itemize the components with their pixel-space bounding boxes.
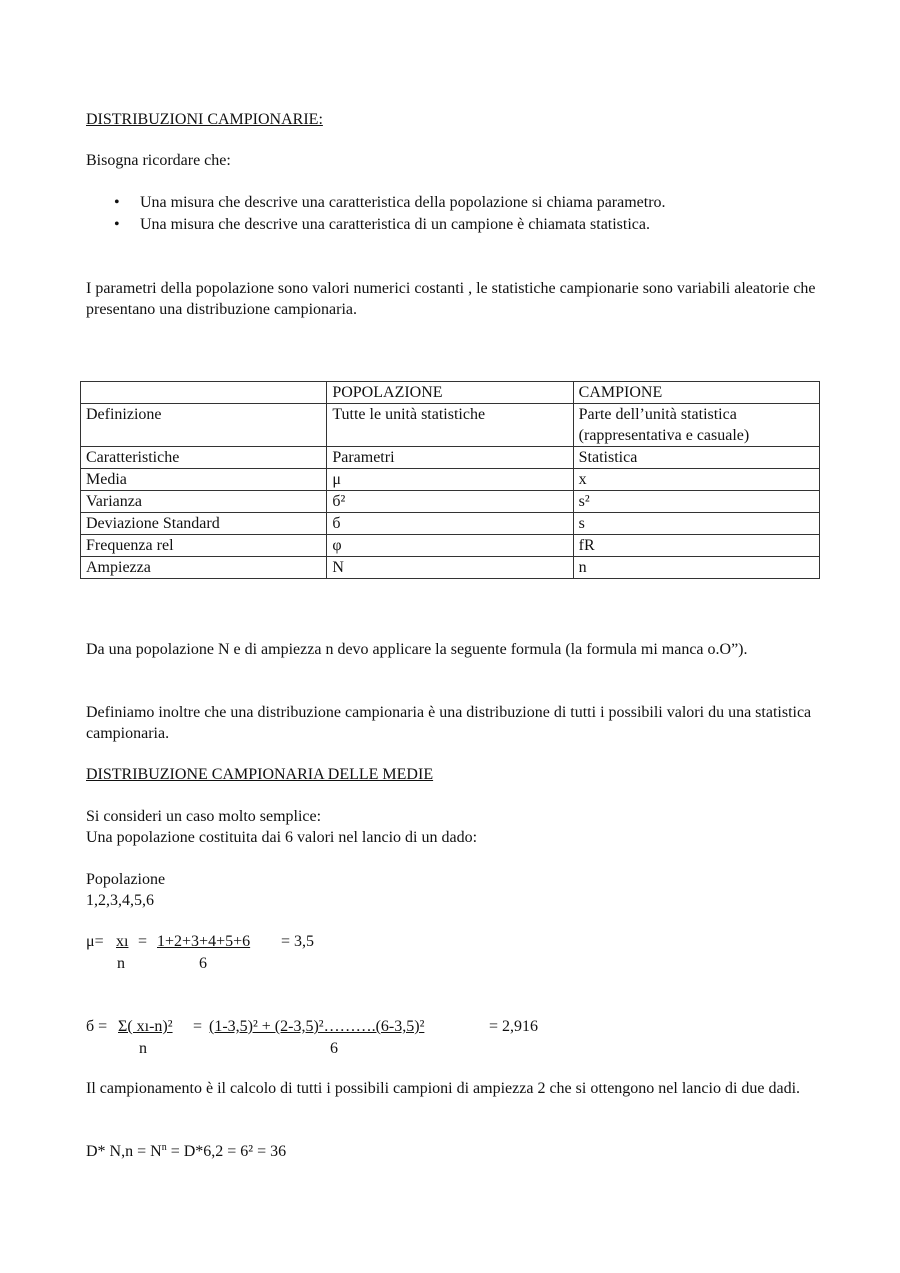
- final-formula-part2: = D*6,2 = 6² = 36: [166, 1143, 287, 1160]
- table-cell: N: [327, 557, 573, 579]
- mu-equals: =: [138, 933, 148, 950]
- mu-result: = 3,5: [281, 933, 315, 950]
- sigma-equals: =: [193, 1018, 203, 1035]
- mu-numerator-symbolic: xı: [116, 933, 129, 950]
- table-row: [81, 469, 820, 491]
- table-cell: Tutte le unità statistiche: [327, 404, 573, 447]
- heading-distribuzioni-campionarie: DISTRIBUZIONI CAMPIONARIE:: [86, 111, 323, 128]
- case-line-1: Si consideri un caso molto semplice:: [86, 808, 322, 825]
- table-cell: fR: [573, 535, 819, 557]
- sigma-numerator-values: (1-3,5)² + (2-3,5)²……….(6-3,5)²: [209, 1018, 425, 1035]
- table-row: [81, 447, 820, 469]
- final-formula: [86, 1141, 286, 1162]
- mu-lhs: μ=: [86, 933, 104, 950]
- table-header-cell: POPOLAZIONE: [327, 382, 573, 404]
- table-row: [81, 535, 820, 557]
- comparison-table: [80, 381, 820, 579]
- table-cell: Parametri: [327, 447, 573, 469]
- table-cell: б: [327, 513, 573, 535]
- table-cell: Varianza: [81, 491, 327, 513]
- table-row: [81, 513, 820, 535]
- final-formula-part1: D* N,n = N: [86, 1143, 162, 1160]
- mu-numerator-values: 1+2+3+4+5+6: [157, 933, 251, 950]
- paragraph-definizione: Definiamo inoltre che una distribuzione campionaria è una distribuzione di tutti i possibili valori du una statistica campionaria.: [86, 704, 812, 742]
- paragraph-formula-note: Da una popolazione N e di ampiezza n devo applicare la seguente formula (la formula mi manca o.O”).: [86, 641, 748, 658]
- list-item-text: Una misura che descrive una caratteristica della popolazione si chiama parametro.: [140, 194, 666, 211]
- list-item-text: Una misura che descrive una caratteristica di un campione è chiamata statistica.: [140, 216, 650, 233]
- bullet-icon: •: [114, 216, 120, 233]
- final-formula-exponent: n: [161, 1142, 167, 1153]
- table-cell: Caratteristiche: [81, 447, 327, 469]
- table-cell: n: [573, 557, 819, 579]
- sigma-numerator-symbolic: Σ( xı-n)²: [118, 1018, 173, 1035]
- table-row: [81, 557, 820, 579]
- mu-denominator-symbolic: n: [117, 955, 125, 972]
- paragraph-campionamento: Il campionamento è il calcolo di tutti i possibili campioni di ampiezza 2 che si ottengono nel lancio di due dadi.: [86, 1080, 801, 1097]
- table-cell: б²: [327, 491, 573, 513]
- table-cell: μ: [327, 469, 573, 491]
- table-cell: Ampiezza: [81, 557, 327, 579]
- population-values: 1,2,3,4,5,6: [86, 892, 154, 909]
- table-cell: s: [573, 513, 819, 535]
- table-cell: Frequenza rel: [81, 535, 327, 557]
- case-line-2: Una popolazione costituita dai 6 valori nel lancio di un dado:: [86, 829, 478, 846]
- definition-list: [86, 192, 666, 236]
- sigma-result: = 2,916: [489, 1018, 539, 1035]
- table-cell: Statistica: [573, 447, 819, 469]
- population-label: Popolazione: [86, 871, 166, 888]
- table-header-cell: CAMPIONE: [573, 382, 819, 404]
- table-cell: φ: [327, 535, 573, 557]
- sigma-lhs: б =: [86, 1018, 108, 1035]
- mu-denominator-value: 6: [199, 955, 207, 972]
- heading-distribuzione-medie: DISTRIBUZIONE CAMPIONARIA DELLE MEDIE: [86, 766, 434, 783]
- list-item: [86, 214, 666, 236]
- table-row: [81, 404, 820, 447]
- table-header-row: [81, 382, 820, 404]
- table-cell: Media: [81, 469, 327, 491]
- bullet-icon: •: [114, 194, 120, 211]
- sigma-denominator-symbolic: n: [139, 1040, 147, 1057]
- intro-text: Bisogna ricordare che:: [86, 152, 231, 169]
- table-row: [81, 491, 820, 513]
- paragraph-parametri: I parametri della popolazione sono valori numerici costanti , le statistiche campionarie sono variabili aleatorie che presentano una distribuzione campionaria.: [86, 280, 816, 318]
- table-cell: x: [573, 469, 819, 491]
- table-cell: s²: [573, 491, 819, 513]
- list-item: [86, 192, 666, 214]
- table-cell: Definizione: [81, 404, 327, 447]
- table-cell: Deviazione Standard: [81, 513, 327, 535]
- table-cell: Parte dell’unità statistica (rappresentativa e casuale): [573, 404, 819, 447]
- sigma-denominator-value: 6: [330, 1040, 338, 1057]
- table-header-cell: [81, 382, 327, 404]
